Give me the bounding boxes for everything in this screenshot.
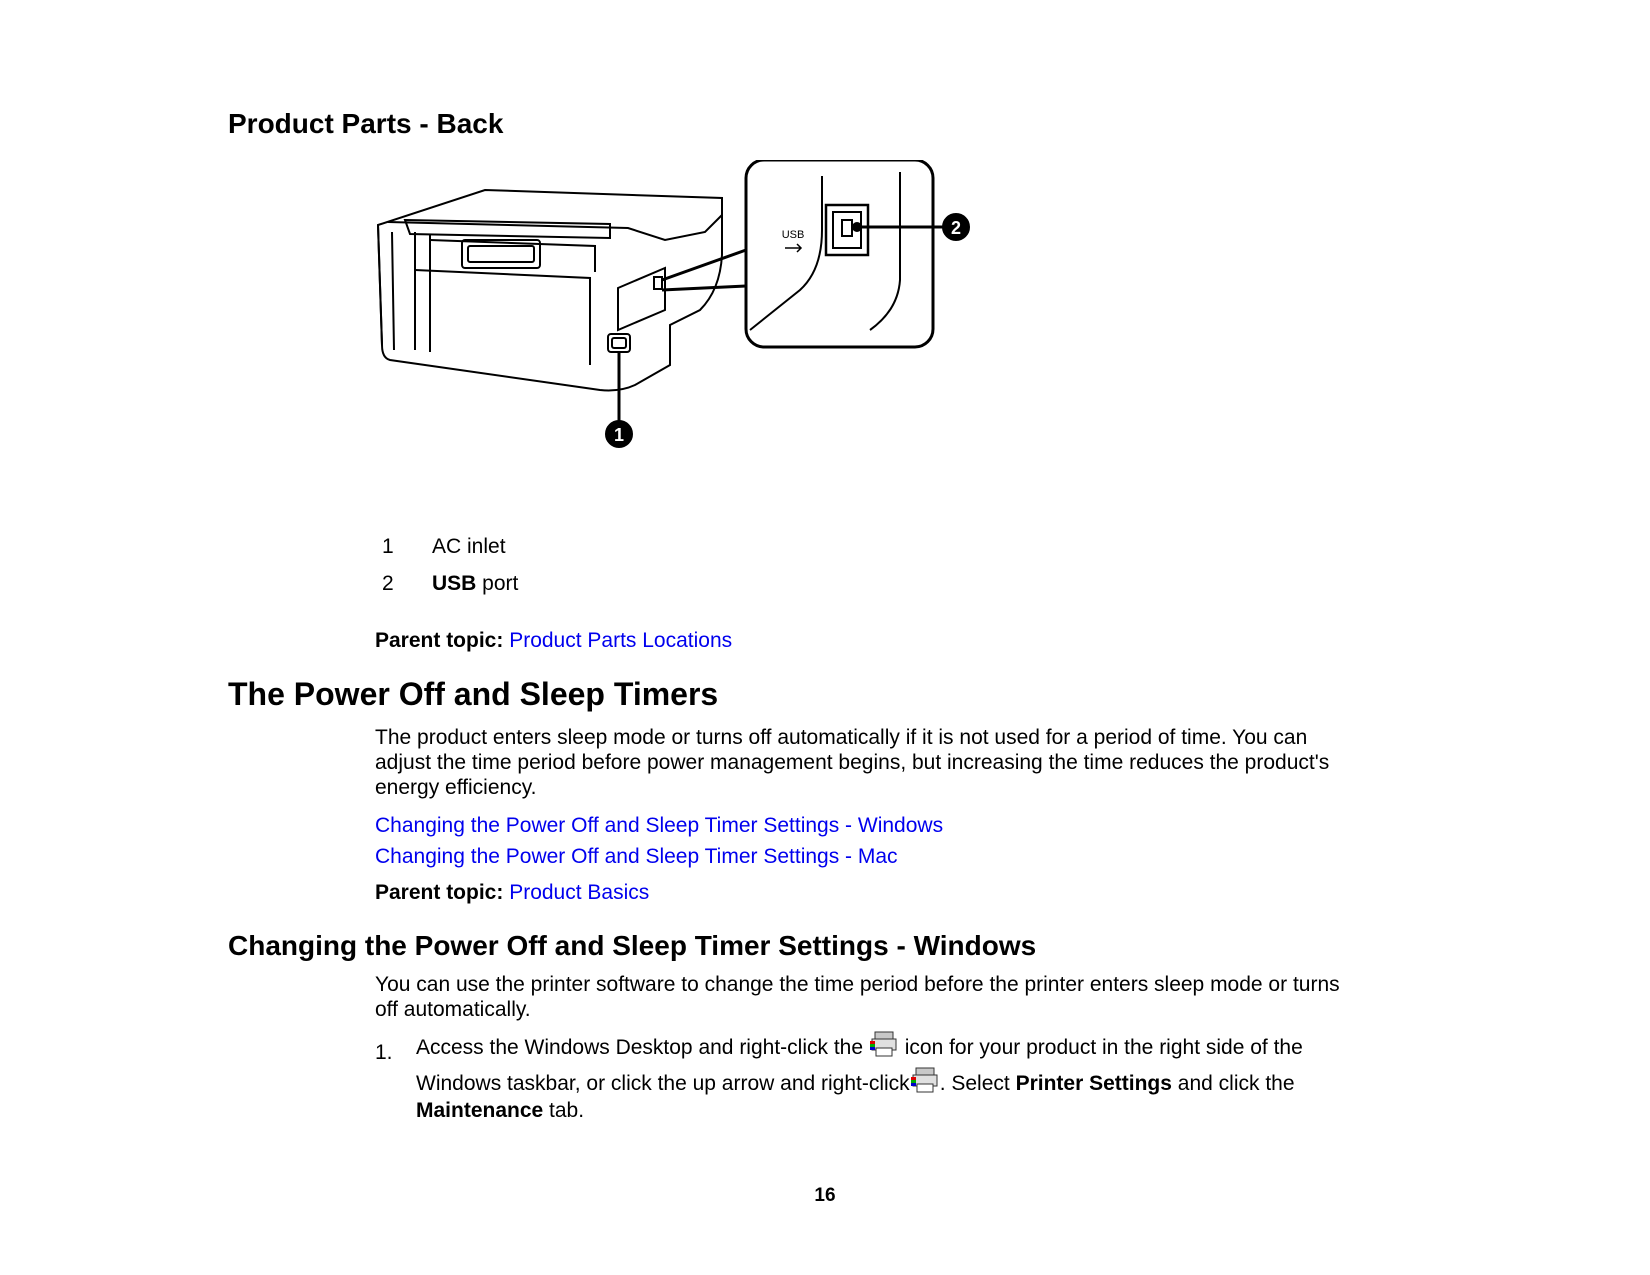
zoom-leader-lines xyxy=(662,250,746,290)
link-timer-settings-mac[interactable]: Changing the Power Off and Sleep Timer Settings - Mac xyxy=(375,845,898,868)
parent-topic xyxy=(375,880,649,905)
link-product-parts-locations[interactable]: Product Parts Locations xyxy=(509,629,733,652)
page-number: 16 xyxy=(814,1185,836,1206)
legend-item xyxy=(382,571,518,596)
legend-number: 1 xyxy=(382,535,394,558)
paragraph-line: You can use the printer software to change the time period before the printer enters sleep mode or turns xyxy=(375,973,1340,996)
printer-tray-icon xyxy=(910,1066,940,1094)
step-line xyxy=(416,1066,1456,1099)
parent-topic xyxy=(375,628,732,653)
callout-2-number: 2 xyxy=(950,218,962,238)
step-text: tab. xyxy=(549,1099,585,1122)
printer-tray-icon xyxy=(869,1030,899,1058)
legend-number: 2 xyxy=(382,572,394,595)
paragraph-line: The product enters sleep mode or turns off automatically if it is not used for a period of time. You can xyxy=(375,726,1308,749)
link-timer-settings-windows[interactable]: Changing the Power Off and Sleep Timer Settings - Windows xyxy=(375,814,944,837)
legend-item xyxy=(382,534,506,559)
step-text: Windows taskbar, or click the up arrow and right-click xyxy=(416,1072,910,1095)
step-text: icon for your product in the right side of the xyxy=(904,1036,1303,1059)
step-bold-maintenance: Maintenance xyxy=(416,1099,544,1122)
callout-1-number: 1 xyxy=(613,425,625,445)
rear-handle-inner xyxy=(468,246,534,262)
rear-cover-outline xyxy=(415,270,590,365)
rear-cover-left-edge xyxy=(415,232,430,352)
paragraph-line: off automatically. xyxy=(375,998,531,1021)
paragraph-printer-software xyxy=(375,972,1435,1022)
usb-label: USB xyxy=(781,229,805,241)
step-line xyxy=(416,1030,1456,1066)
parent-topic-label: Parent topic: xyxy=(375,629,504,652)
usb-port-small xyxy=(654,277,662,289)
legend-text: port xyxy=(476,572,519,595)
paragraph-power-management xyxy=(375,725,1435,800)
printer-left-side xyxy=(378,225,394,350)
section-title-power-off-sleep-timers: The Power Off and Sleep Timers xyxy=(228,676,719,712)
step-number: 1. xyxy=(375,1041,393,1064)
ac-inlet-inner xyxy=(612,338,626,348)
legend-bold-text: USB xyxy=(432,572,477,595)
link-product-basics[interactable]: Product Basics xyxy=(509,881,650,904)
callout-2-dot xyxy=(853,223,861,231)
legend-text: AC inlet xyxy=(432,535,506,558)
section-title-timer-settings-windows: Changing the Power Off and Sleep Timer Settings - Windows xyxy=(228,930,1037,961)
step-text: Access the Windows Desktop and right-click the xyxy=(416,1036,864,1059)
paragraph-line: adjust the time period before power management begins, but increasing the time reduces the product's xyxy=(375,751,1330,774)
usb-zoom-inset xyxy=(746,160,933,347)
step-text: and click the xyxy=(1177,1072,1295,1095)
step-line xyxy=(416,1099,1456,1123)
step-text: . Select xyxy=(939,1072,1010,1095)
section-title-product-parts-back: Product Parts - Back xyxy=(228,108,504,139)
printer-back-illustration xyxy=(370,160,1010,490)
parent-topic-label: Parent topic: xyxy=(375,881,504,904)
paragraph-line: energy efficiency. xyxy=(375,776,537,799)
step-bold-printer-settings: Printer Settings xyxy=(1015,1072,1172,1095)
